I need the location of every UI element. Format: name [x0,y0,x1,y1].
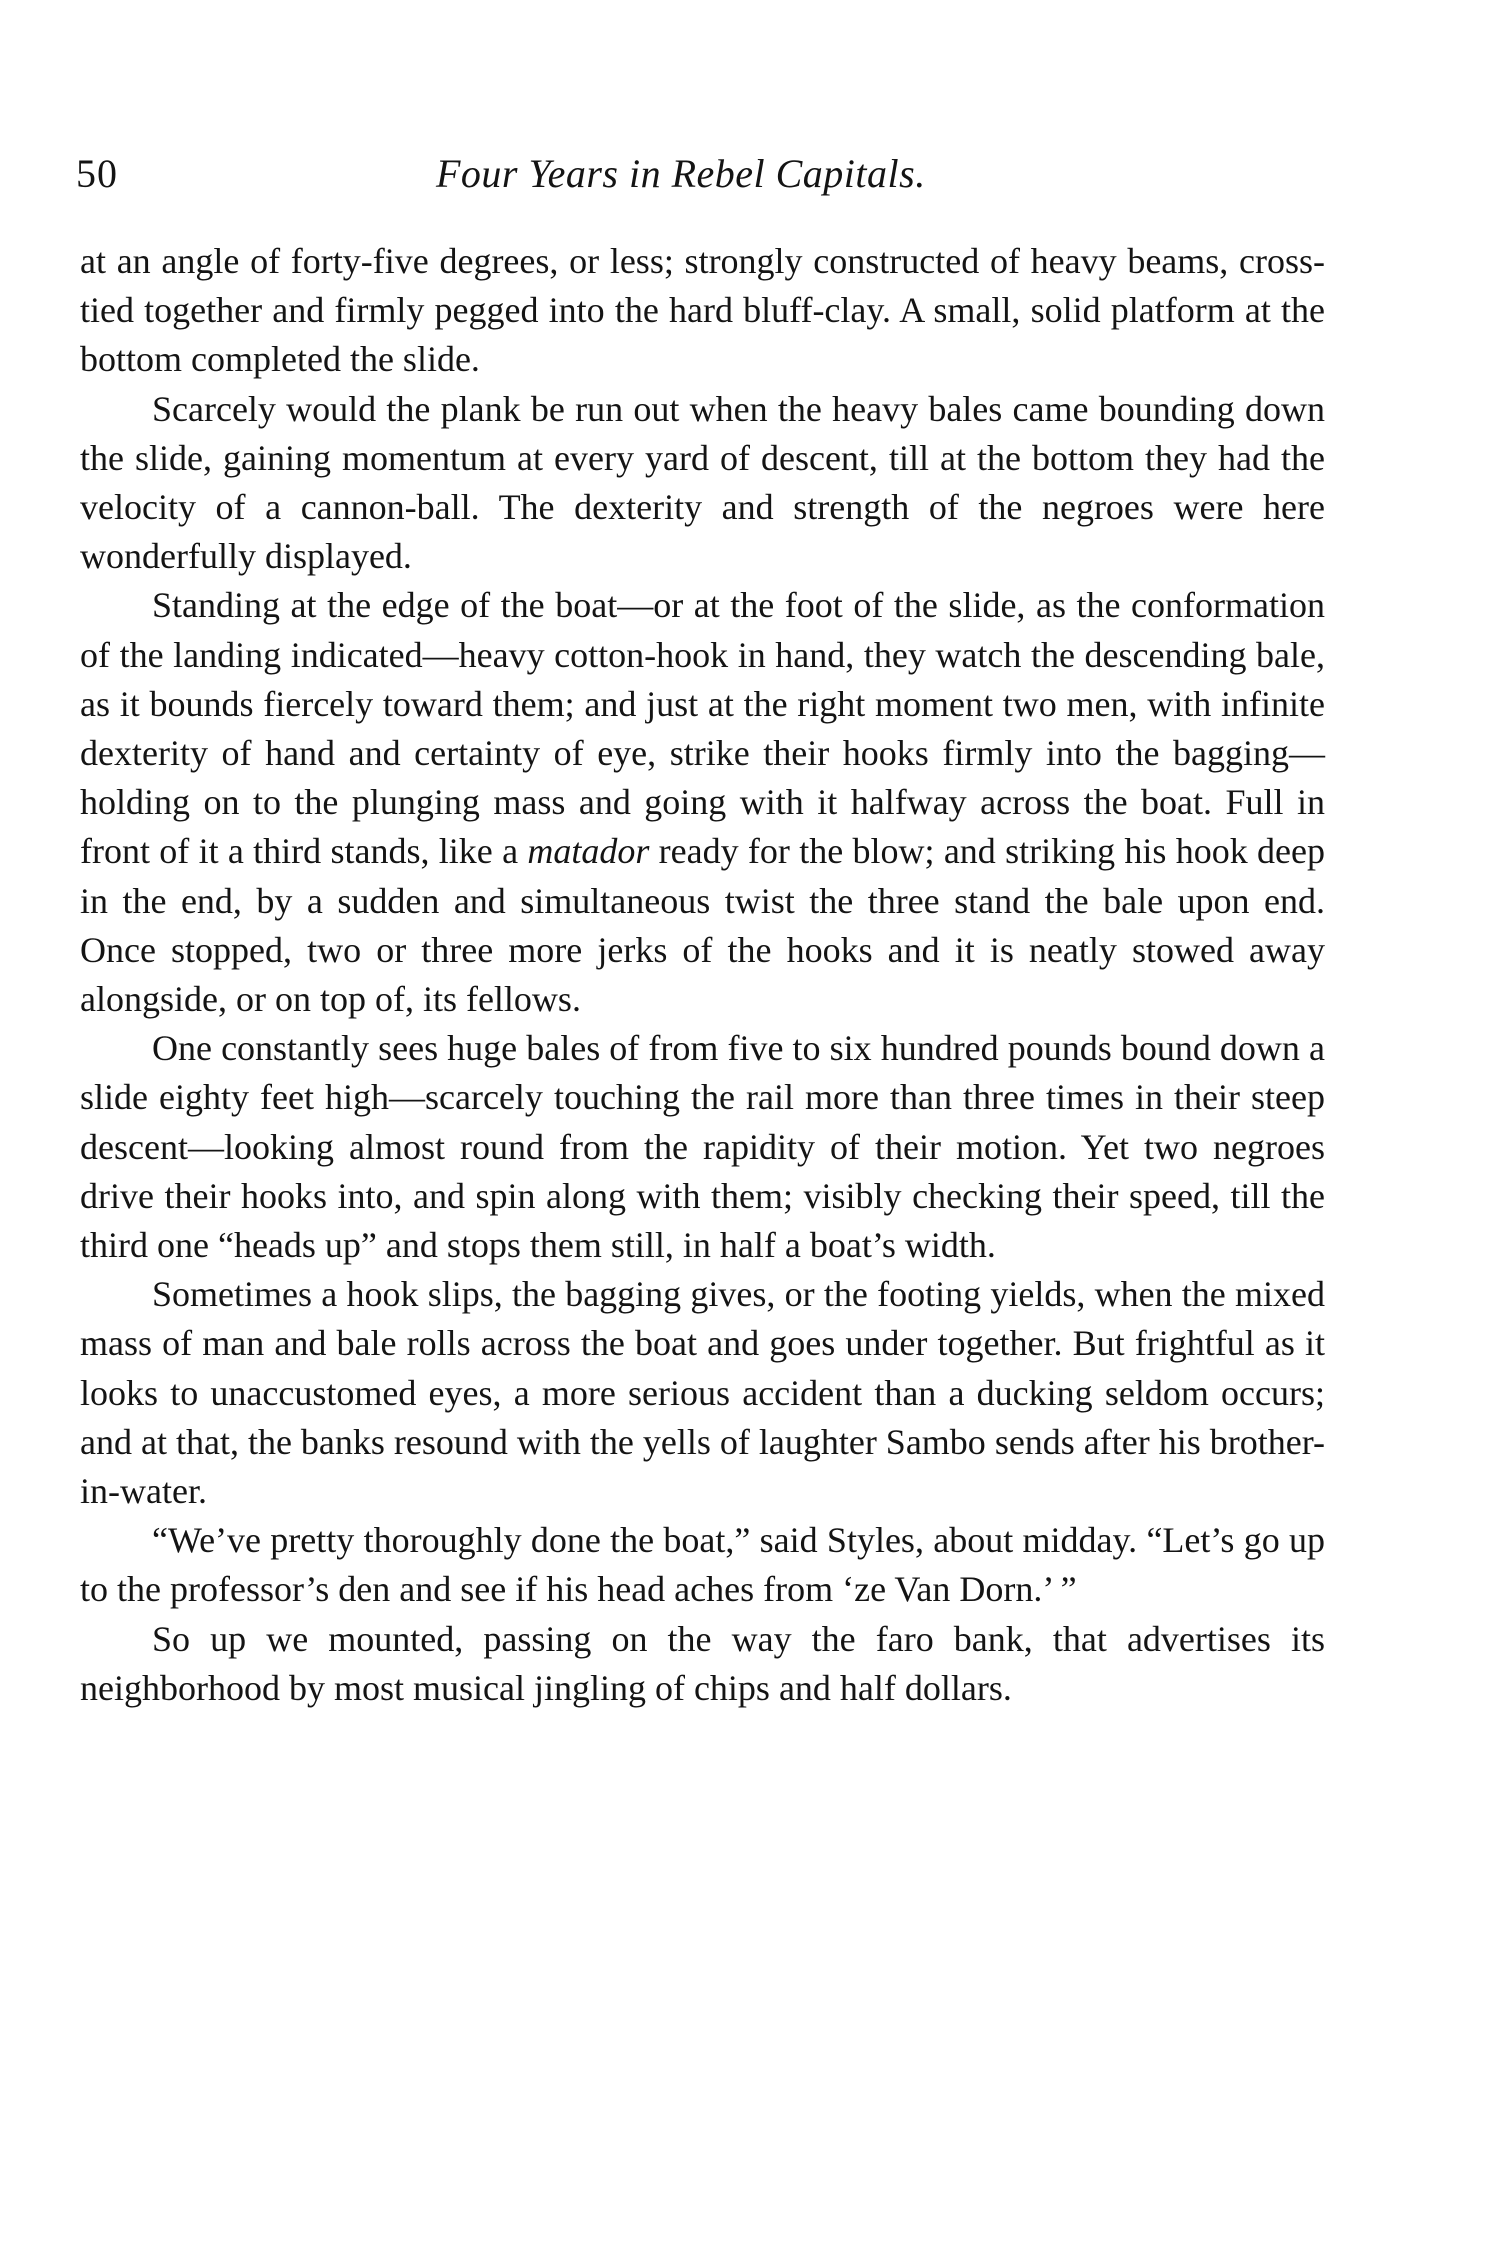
running-head [76,150,1326,200]
paragraph-styles-dialogue: “We’ve pretty thoroughly done the boat,” said Styles, about midday. “Let’s go up to the professor’s den and see if his head aches from ‘ze Van Dorn.’ ” [80,1520,1325,1610]
paragraph-faro-bank: So up we mounted, passing on the way the faro bank, that advertises its neighborhood by most musical jingling of chips and half dollars. [80,1618,1325,1708]
running-title: Four Years in Rebel Capitals. [436,151,926,196]
paragraph-huge-bales: One constantly sees huge bales of from five to six hundred pounds bound down a slide eighty feet high—scarcely touching the rail more than three times in their steep descent—looking almost round from the rapidity of their motion. Yet two negroes drive their hooks into, and spin along with them; visibly checking their speed, till the third one “heads up” and stops them still, in half a boat’s width. [80,1028,1325,1266]
body-text [80,237,1325,1713]
paragraph-slide-construction: at an angle of forty-five degrees, or less; strongly constructed of heavy beams, cross-tied together and firmly pegged into the hard bluff-clay. A small, solid platform at the bottom completed the slide. [80,241,1325,380]
italic-term: matador [527,831,650,872]
paragraph-hook-slips: Sometimes a hook slips, the bagging gives, or the footing yields, when the mixed mass of man and bale rolls across the boat and goes under together. But frightful as it looks to unaccustomed eyes, a more serious accident than a ducking seldom occurs; and at that, the banks resound with the yells of laughter Sambo sends after his brother-in-water. [80,1274,1325,1512]
paragraph-text-segment: ready for the blow; and striking his hook deep in the end, by a sudden and simultaneous twist the three stand the bale upon end. Once stopped, two or three more jerks of the hooks and it is neatly stowed away alongside, or on top of, its fellows. [80,831,1325,1020]
page-number: 50 [76,151,118,196]
paragraph-text-segment: Standing at the edge of the boat—or at the foot of the slide, as the conformation of the landing indicated—heavy cotton-hook in hand, they watch the descending bale, as it bounds fiercely toward them; and just at the right moment two men, with infinite dexterity of hand and certainty of eye, strike their hooks firmly into the bagging—holding on to the plunging mass and going with it halfway across the boat. Full in front of it a third stands, like a [80,585,1325,872]
paragraph-hook-handling [80,581,1325,1024]
paragraph-bales-bounding: Scarcely would the plank be run out when the heavy bales came bounding down the slide, gaining momentum at every yard of descent, till at the bottom they had the velocity of a cannon-ball. The dexterity and strength of the negroes were here wonderfully displayed. [80,388,1325,577]
